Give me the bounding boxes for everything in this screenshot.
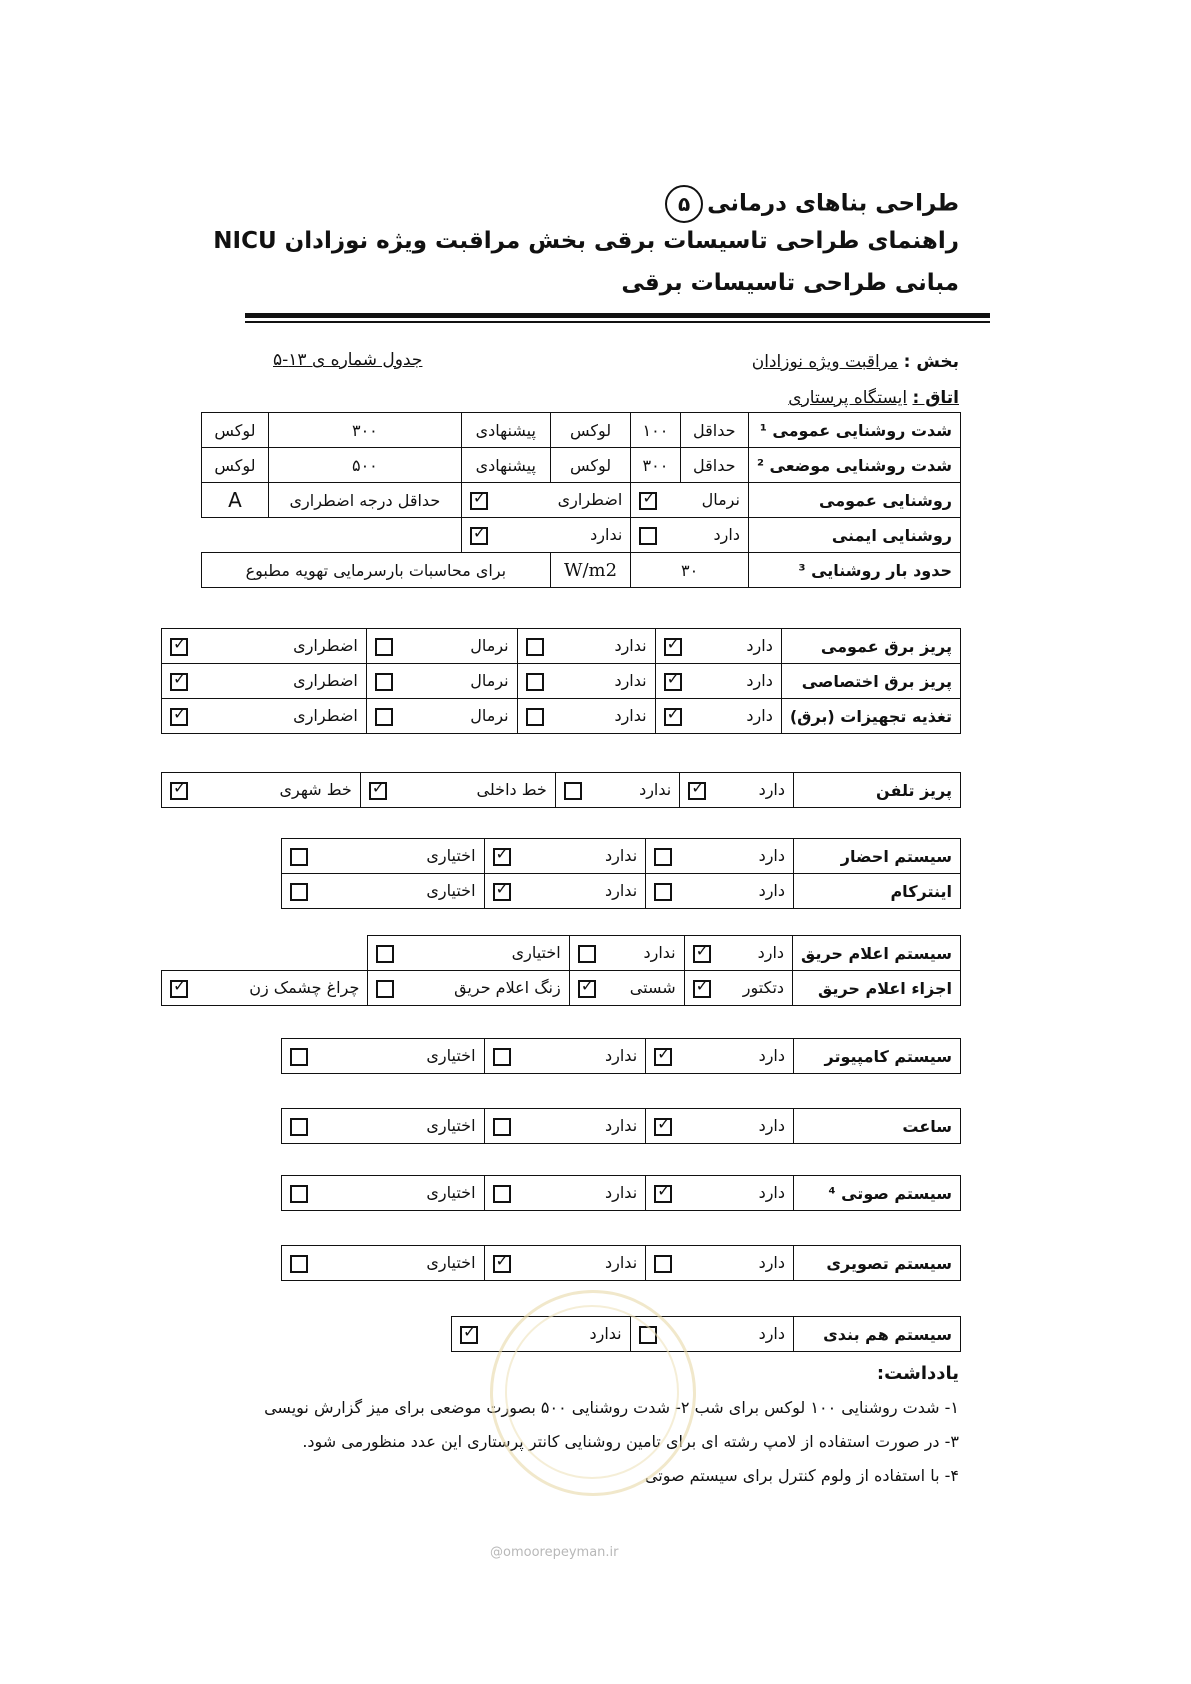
table-row xyxy=(202,413,961,448)
checkbox-empty-icon[interactable] xyxy=(526,708,544,726)
row-label: حدود بار روشنایی ³ xyxy=(748,553,960,588)
checkbox-empty-icon[interactable] xyxy=(654,883,672,901)
option-label: دارد xyxy=(758,1324,785,1343)
row-label: شدت روشنایی عمومی ¹ xyxy=(748,413,960,448)
option-label: اضطراری xyxy=(293,636,358,655)
option-manual-call xyxy=(569,971,684,1006)
option-label: اختیاری xyxy=(426,881,476,900)
option-normal xyxy=(366,664,517,699)
checkbox-checked-icon[interactable] xyxy=(654,1048,672,1066)
option-optional xyxy=(282,1246,485,1281)
option-label: اختیاری xyxy=(511,943,561,962)
checkbox-empty-icon[interactable] xyxy=(564,782,582,800)
row-label: سیستم هم بندی xyxy=(794,1317,961,1352)
cell: ۳۰۰ xyxy=(268,413,461,448)
fire-table xyxy=(161,935,961,1006)
option-optional xyxy=(282,1039,485,1074)
option-label: ندارد xyxy=(605,1046,638,1065)
option-has xyxy=(631,518,749,553)
checkbox-checked-icon[interactable] xyxy=(693,980,711,998)
option-label: ندارد xyxy=(590,525,623,544)
checkbox-checked-icon[interactable] xyxy=(470,492,488,510)
checkbox-checked-icon[interactable] xyxy=(170,782,188,800)
option-emergency xyxy=(461,483,631,518)
option-label: نرمال xyxy=(470,706,509,725)
option-label: نرمال xyxy=(701,490,740,509)
option-has xyxy=(646,1109,794,1144)
row-label: اجزاء اعلام حریق xyxy=(793,971,961,1006)
option-label: دارد xyxy=(758,780,785,799)
checkbox-empty-icon[interactable] xyxy=(526,673,544,691)
checkbox-checked-icon[interactable] xyxy=(654,1185,672,1203)
option-label: ندارد xyxy=(614,671,647,690)
note-4: ۴- با استفاده از ولوم کنترل برای سیستم صوتی xyxy=(644,1466,959,1485)
option-label: ندارد xyxy=(614,636,647,655)
table-row xyxy=(162,699,961,734)
option-none xyxy=(484,1039,646,1074)
section-value: مراقبت ویژه نوزادان xyxy=(751,352,899,372)
checkbox-checked-icon[interactable] xyxy=(688,782,706,800)
option-label: اختیاری xyxy=(426,1116,476,1135)
cell: ۵۰۰ xyxy=(268,448,461,483)
checkbox-checked-icon[interactable] xyxy=(170,638,188,656)
option-has xyxy=(655,699,781,734)
checkbox-empty-icon[interactable] xyxy=(493,1185,511,1203)
table-row xyxy=(202,483,961,518)
option-label: نرمال xyxy=(470,671,509,690)
call-table xyxy=(281,838,961,909)
option-normal xyxy=(631,483,749,518)
row-label: اینترکام xyxy=(794,874,961,909)
option-optional xyxy=(282,839,485,874)
option-bell xyxy=(368,971,569,1006)
row-label: روشنایی عمومی xyxy=(748,483,960,518)
section-line xyxy=(752,352,959,372)
option-label: ندارد xyxy=(614,706,647,725)
table-row xyxy=(162,629,961,664)
checkbox-empty-icon[interactable] xyxy=(654,848,672,866)
checkbox-empty-icon[interactable] xyxy=(375,638,393,656)
checkbox-checked-icon[interactable] xyxy=(369,782,387,800)
power-table xyxy=(161,628,961,734)
checkbox-checked-icon[interactable] xyxy=(493,883,511,901)
cell: لوکس xyxy=(202,413,269,448)
guide-title: راهنمای طراحی تاسیسات برقی بخش مراقبت ویژه نوزادان NICU xyxy=(213,228,959,254)
header-rule-thick xyxy=(245,313,990,318)
table-row xyxy=(282,839,961,874)
cell: حداقل xyxy=(680,413,748,448)
checkbox-checked-icon[interactable] xyxy=(664,708,682,726)
table-row xyxy=(282,1109,961,1144)
checkbox-checked-icon[interactable] xyxy=(654,1118,672,1136)
option-optional xyxy=(368,936,569,971)
option-none xyxy=(484,839,646,874)
option-none xyxy=(484,1246,646,1281)
option-label: دارد xyxy=(746,671,773,690)
checkbox-empty-icon[interactable] xyxy=(290,1255,308,1273)
book-title xyxy=(661,185,959,223)
cell: حداقل xyxy=(680,448,748,483)
option-has xyxy=(684,936,792,971)
checkbox-checked-icon[interactable] xyxy=(170,673,188,691)
row-label: پریز برق اختصاصی xyxy=(781,664,960,699)
option-emergency xyxy=(162,629,367,664)
checkbox-empty-icon[interactable] xyxy=(376,980,394,998)
video-table xyxy=(281,1245,961,1281)
table-row xyxy=(162,773,961,808)
checkbox-empty-icon[interactable] xyxy=(376,945,394,963)
cell: لوکس xyxy=(550,448,631,483)
option-label: ندارد xyxy=(643,943,676,962)
computer-table xyxy=(281,1038,961,1074)
checkbox-empty-icon[interactable] xyxy=(290,1185,308,1203)
option-label: ندارد xyxy=(639,780,672,799)
option-internal xyxy=(360,773,555,808)
note-1-2: ۱- شدت روشنایی ۱۰۰ لوکس برای شب ۲- شدت روشنایی ۵۰۰ بصورت موضعی برای میز گزارش نویسی xyxy=(264,1398,959,1417)
option-city xyxy=(162,773,361,808)
cell: ۱۰۰ xyxy=(631,413,680,448)
checkbox-checked-icon[interactable] xyxy=(493,848,511,866)
option-has xyxy=(655,629,781,664)
table-row xyxy=(162,936,961,971)
table-row xyxy=(282,1039,961,1074)
option-label: اختیاری xyxy=(426,846,476,865)
option-label: اضطراری xyxy=(557,490,623,509)
table-number: جدول شماره ی ۱۳-۵ xyxy=(273,350,423,370)
option-has xyxy=(646,839,794,874)
option-none xyxy=(484,874,646,909)
option-none xyxy=(484,1176,646,1211)
table-row xyxy=(282,1176,961,1211)
option-normal xyxy=(366,629,517,664)
option-label: زنگ اعلام حریق xyxy=(454,978,561,997)
option-label: ندارد xyxy=(605,881,638,900)
option-label: دتکتور xyxy=(742,978,785,997)
option-label: ندارد xyxy=(605,1183,638,1202)
checkbox-checked-icon[interactable] xyxy=(639,492,657,510)
checkbox-checked-icon[interactable] xyxy=(170,708,188,726)
checkbox-empty-icon[interactable] xyxy=(639,527,657,545)
option-label: دارد xyxy=(758,846,785,865)
option-none xyxy=(517,629,655,664)
option-none xyxy=(517,699,655,734)
checkbox-empty-icon[interactable] xyxy=(375,708,393,726)
option-has xyxy=(680,773,794,808)
table-row xyxy=(162,971,961,1006)
row-label: پریز تلفن xyxy=(794,773,961,808)
row-label: ساعت xyxy=(794,1109,961,1144)
grade-value: A xyxy=(202,483,269,518)
lighting-table xyxy=(201,412,961,588)
room-value: ایستگاه پرستاری xyxy=(788,388,908,408)
load-value: ۳۰ xyxy=(631,553,749,588)
option-normal xyxy=(366,699,517,734)
row-label: سیستم کامپیوتر xyxy=(794,1039,961,1074)
table-row xyxy=(282,874,961,909)
option-emergency xyxy=(162,664,367,699)
option-label: دارد xyxy=(746,636,773,655)
checkbox-empty-icon[interactable] xyxy=(290,1048,308,1066)
option-label: ندارد xyxy=(589,1324,622,1343)
option-label: خط داخلی xyxy=(476,780,547,799)
option-has xyxy=(646,1246,794,1281)
checkbox-checked-icon[interactable] xyxy=(170,980,188,998)
option-none xyxy=(517,664,655,699)
room-line xyxy=(788,388,959,408)
option-label: اختیاری xyxy=(426,1253,476,1272)
checkbox-empty-icon[interactable] xyxy=(493,1118,511,1136)
checkbox-checked-icon[interactable] xyxy=(460,1326,478,1344)
option-label: اختیاری xyxy=(426,1183,476,1202)
option-none xyxy=(461,518,631,553)
option-has xyxy=(646,1039,794,1074)
checkbox-empty-icon[interactable] xyxy=(493,1048,511,1066)
checkbox-checked-icon[interactable] xyxy=(693,945,711,963)
watermark-seal-inner xyxy=(505,1305,679,1479)
option-label: شستی xyxy=(629,978,676,997)
header-rule-thin xyxy=(245,321,990,323)
option-label: خط شهری xyxy=(279,780,352,799)
book-title-text: طراحی بناهای درمانی xyxy=(707,190,959,217)
checkbox-empty-icon[interactable] xyxy=(654,1255,672,1273)
row-label: شدت روشنایی موضعی ² xyxy=(748,448,960,483)
checkbox-checked-icon[interactable] xyxy=(664,638,682,656)
option-label: ندارد xyxy=(605,846,638,865)
option-label: دارد xyxy=(758,1183,785,1202)
option-label: چراغ چشمک زن xyxy=(249,978,360,997)
row-label: سیستم اعلام حریق xyxy=(793,936,961,971)
option-label: نرمال xyxy=(470,636,509,655)
table-row xyxy=(282,1246,961,1281)
option-optional xyxy=(282,1176,485,1211)
option-has xyxy=(646,1176,794,1211)
checkbox-empty-icon[interactable] xyxy=(578,945,596,963)
checkbox-empty-icon[interactable] xyxy=(290,848,308,866)
table-row xyxy=(202,448,961,483)
option-optional xyxy=(282,874,485,909)
option-label: ندارد xyxy=(605,1253,638,1272)
option-emergency xyxy=(162,699,367,734)
chapter-title: مبانی طراحی تاسیسات برقی xyxy=(621,270,959,296)
checkbox-empty-icon[interactable] xyxy=(290,1118,308,1136)
row-label: سیستم احضار xyxy=(794,839,961,874)
checkbox-checked-icon[interactable] xyxy=(470,527,488,545)
option-label: دارد xyxy=(746,706,773,725)
option-label: اضطراری xyxy=(293,706,358,725)
checkbox-checked-icon[interactable] xyxy=(578,980,596,998)
table-row xyxy=(202,518,961,553)
option-label: اختیاری xyxy=(426,1046,476,1065)
option-none xyxy=(569,936,684,971)
row-label: روشنایی ایمنی xyxy=(748,518,960,553)
empty-cell xyxy=(162,936,368,971)
option-label: دارد xyxy=(758,1116,785,1135)
option-flasher xyxy=(162,971,368,1006)
checkbox-checked-icon[interactable] xyxy=(664,673,682,691)
checkbox-checked-icon[interactable] xyxy=(493,1255,511,1273)
cell: لوکس xyxy=(202,448,269,483)
option-none xyxy=(555,773,679,808)
table-row xyxy=(202,553,961,588)
cell: ۳۰۰ xyxy=(631,448,680,483)
option-optional xyxy=(282,1109,485,1144)
section-label: بخش : xyxy=(903,352,959,372)
option-label: دارد xyxy=(713,525,740,544)
checkbox-empty-icon[interactable] xyxy=(526,638,544,656)
row-label: پریز برق عمومی xyxy=(781,629,960,664)
note-3: ۳- در صورت استفاده از لامپ رشته ای برای تامین روشنایی کانتر پرستاری این عدد منظورمی شود. xyxy=(302,1432,959,1451)
phone-table xyxy=(161,772,961,808)
cell: لوکس xyxy=(550,413,631,448)
empty-cell xyxy=(202,518,462,553)
option-has xyxy=(646,874,794,909)
notes-title: یادداشت: xyxy=(876,1363,959,1384)
room-label: اتاق : xyxy=(912,388,959,408)
table-row xyxy=(162,664,961,699)
option-detector xyxy=(684,971,792,1006)
watermark-text: @omoorepeyman.ir xyxy=(490,1545,619,1560)
load-unit: W/m2 xyxy=(550,553,631,588)
row-label: سیستم صوتی ⁴ xyxy=(794,1176,961,1211)
option-none xyxy=(484,1109,646,1144)
cell: پیشنهادی xyxy=(461,448,550,483)
option-label: دارد xyxy=(758,1046,785,1065)
option-label: اضطراری xyxy=(293,671,358,690)
load-note: برای محاسبات بارسرمایی تهویه مطبوع xyxy=(202,553,551,588)
min-grade-label: حداقل درجه اضطراری xyxy=(268,483,461,518)
volume-badge: ۵ xyxy=(665,185,703,223)
audio-table xyxy=(281,1175,961,1211)
option-label: دارد xyxy=(758,881,785,900)
row-label: تغذیه تجهیزات (برق) xyxy=(781,699,960,734)
option-label: دارد xyxy=(758,1253,785,1272)
cell: پیشنهادی xyxy=(461,413,550,448)
option-label: دارد xyxy=(757,943,785,962)
option-label: ندارد xyxy=(605,1116,638,1135)
checkbox-empty-icon[interactable] xyxy=(290,883,308,901)
row-label: سیستم تصویری xyxy=(794,1246,961,1281)
clock-table xyxy=(281,1108,961,1144)
option-has xyxy=(655,664,781,699)
checkbox-empty-icon[interactable] xyxy=(375,673,393,691)
